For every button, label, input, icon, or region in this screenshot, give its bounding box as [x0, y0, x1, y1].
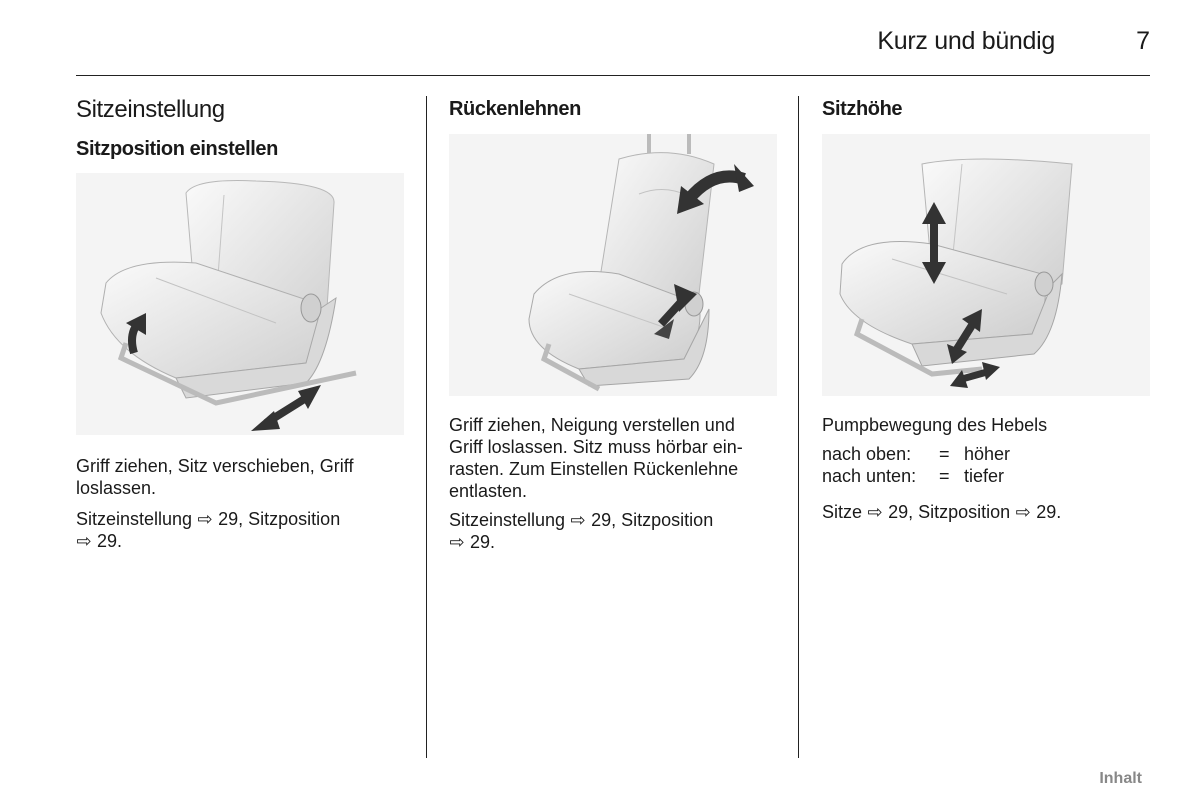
ref-arrow-icon[interactable]: ⇨ [867, 502, 883, 522]
equals-sign: = [939, 444, 950, 464]
reference-text [449, 509, 779, 553]
ref-arrow-icon[interactable]: ⇨ [197, 509, 213, 529]
column-divider [426, 96, 427, 758]
height-row [822, 465, 1152, 487]
column-seat-height [822, 96, 1152, 756]
result-label: tiefer [964, 466, 1005, 486]
ref-page[interactable]: 29. [470, 532, 496, 552]
contents-link[interactable]: Inhalt [1099, 770, 1142, 787]
height-table [822, 443, 1152, 487]
section-heading: Sitzhöhe [822, 98, 903, 120]
sub-heading: Sitzposition einstellen [76, 138, 278, 160]
ref-label: Sitzposition [918, 502, 1011, 522]
reference-text [822, 501, 1152, 523]
equals-sign: = [939, 466, 950, 486]
column-divider [798, 96, 799, 758]
direction-label: nach unten: [822, 466, 917, 486]
instruction-text [449, 414, 779, 502]
ref-label: Sitze [822, 502, 863, 522]
ref-page[interactable]: 29. [1036, 502, 1062, 522]
seat-slide-illustration [76, 173, 404, 435]
section-heading: Sitzeinstellung [76, 96, 225, 123]
result-label: höher [964, 444, 1011, 464]
section-heading: Rückenlehnen [449, 98, 581, 120]
ref-label: Sitzposition [621, 510, 714, 530]
instruction-line: entlasten. [449, 481, 528, 501]
header-rule [76, 75, 1150, 76]
ref-arrow-icon[interactable]: ⇨ [76, 531, 92, 551]
seat-backrest-illustration [449, 134, 777, 396]
height-row [822, 443, 1152, 465]
column-backrest [449, 96, 779, 756]
intro-text: Pumpbewegung des Hebels [822, 415, 1048, 435]
page-number: 7 [1136, 27, 1150, 55]
ref-page[interactable]: 29, [218, 509, 244, 529]
running-header-title: Kurz und bündig [877, 27, 1055, 55]
ref-page[interactable]: 29, [591, 510, 617, 530]
instruction-line: rasten. Zum Einstellen Rückenlehne [449, 459, 739, 479]
ref-label: Sitzeinstellung [76, 509, 193, 529]
ref-arrow-icon[interactable]: ⇨ [449, 532, 465, 552]
instruction-text: Griff ziehen, Sitz verschieben, Griff loslassen. [76, 456, 354, 498]
column-seat-position [76, 96, 406, 756]
direction-label: nach oben: [822, 444, 912, 464]
reference-text [76, 508, 406, 552]
ref-page[interactable]: 29. [97, 531, 123, 551]
ref-arrow-icon[interactable]: ⇨ [570, 510, 586, 530]
ref-page[interactable]: 29, [888, 502, 914, 522]
ref-label: Sitzposition [248, 509, 341, 529]
instruction-line: Griff ziehen, Neigung verstellen und [449, 415, 735, 435]
seat-height-illustration [822, 134, 1150, 396]
instruction-line: Griff loslassen. Sitz muss hörbar ein- [449, 437, 743, 457]
ref-arrow-icon[interactable]: ⇨ [1015, 502, 1031, 522]
ref-label: Sitzeinstellung [449, 510, 566, 530]
